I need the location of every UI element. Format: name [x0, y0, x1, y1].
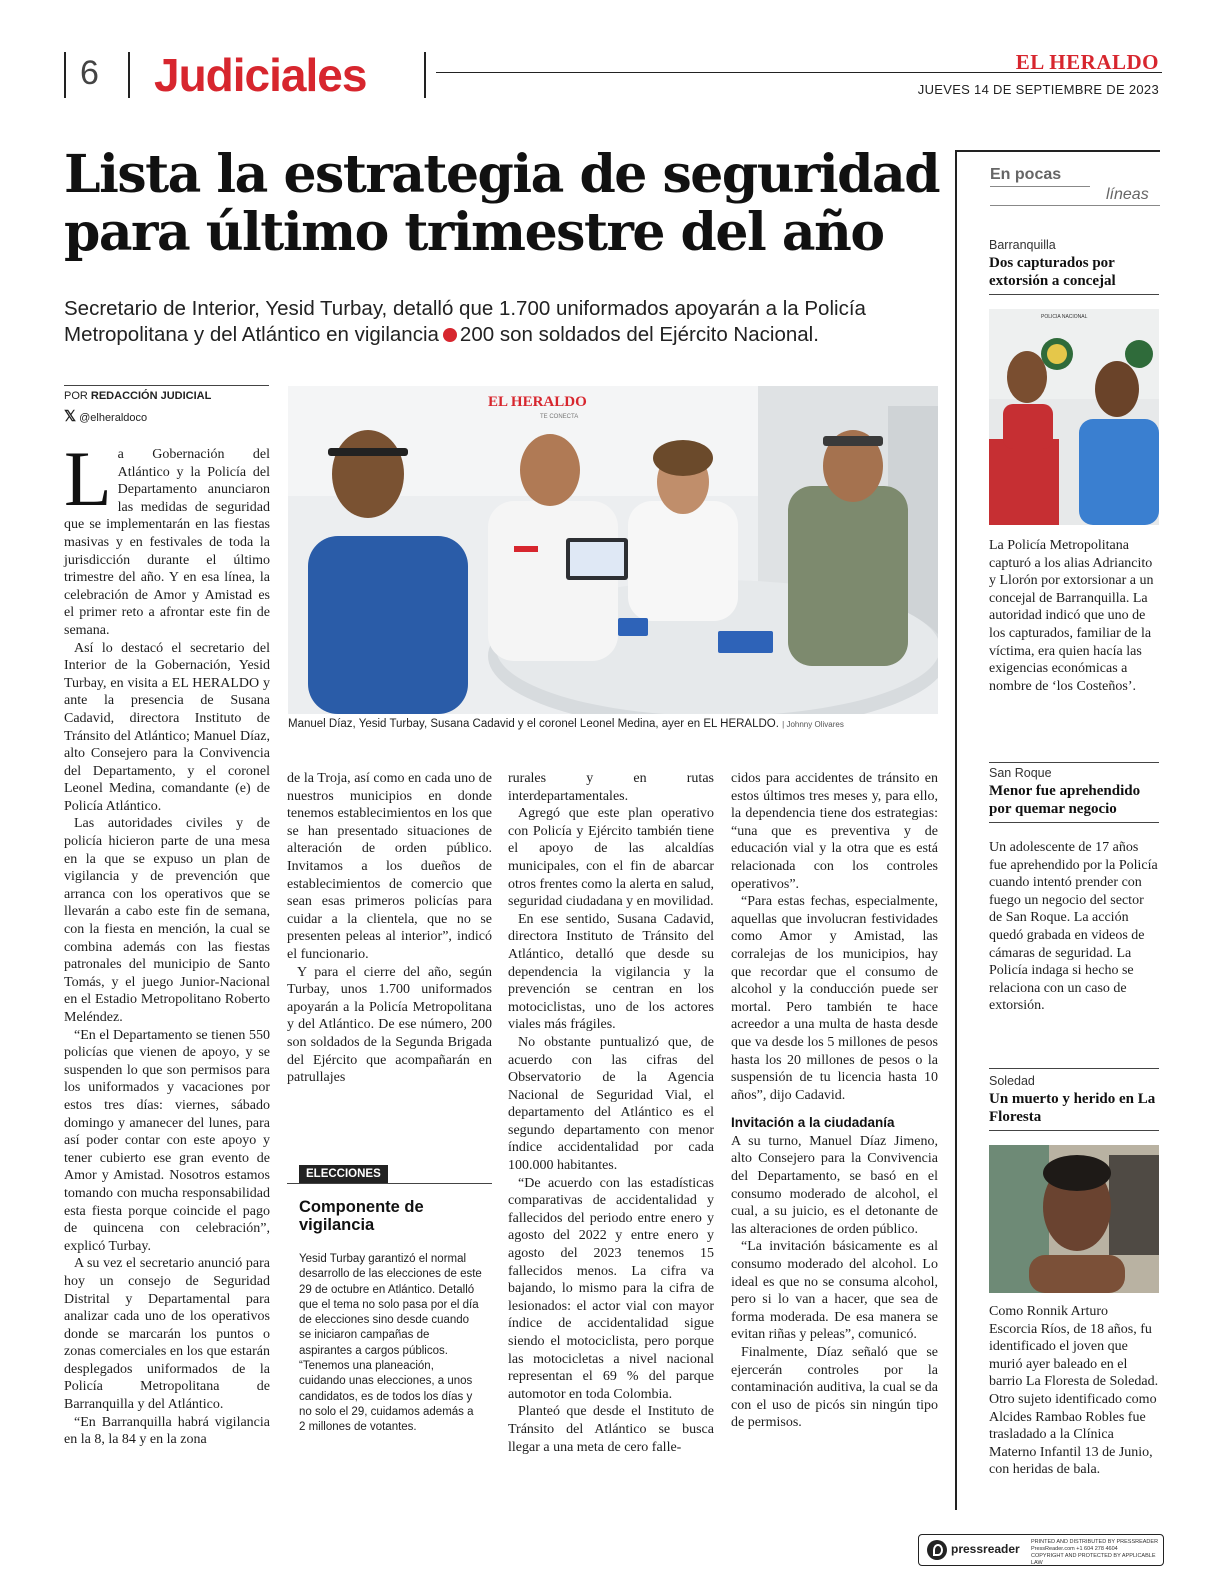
meeting-photo-illustration	[288, 386, 938, 714]
sidebar-title-rule	[990, 205, 1160, 206]
issue-date: JUEVES 14 DE SEPTIEMBRE DE 2023	[917, 82, 1159, 97]
brief-item	[989, 766, 1159, 1015]
brief-title: Dos capturados por extorsión a concejal	[989, 254, 1159, 295]
caption-text: Manuel Díaz, Yesid Turbay, Susana Cadavid y el coronel Leonel Medina, ayer en EL HERALDO.	[288, 718, 779, 730]
brief-location: Barranquilla	[989, 238, 1056, 252]
photo-sign-text: EL HERALDO	[488, 394, 587, 410]
social-handle[interactable]	[64, 407, 147, 425]
brief-title: Un muerto y herido en La Floresta	[989, 1090, 1159, 1131]
page-number: 6	[80, 54, 99, 92]
photo-credit: | Johnny Olivares	[782, 720, 844, 729]
byline-author: REDACCIÓN JUDICIAL	[90, 390, 212, 402]
article-paragraph: cidos para accidentes de tránsito en estos últimos tres meses y, para ello, la dependencia tiene dos estrategias: “una que es preventiva y de educación vial y la otra que es está relacionada con los controles operativos”.	[731, 771, 938, 892]
article-paragraph: “Para estas fechas, especialmente, aquellas que involucran festividades como Amor y Amistad, las corralejas de los municipios, hay que recordar que el consumo de alcohol y la conducción puede ser mortal. Pero también te hace acreedor a una multa de hasta desde que va desde los 5 millones de pesos hasta los 20 millones de pesos o la suspensión de tu licencia hasta 10 años”, dijo Cadavid.	[731, 894, 938, 1103]
captured-suspects-photo	[989, 309, 1159, 525]
article-headline: Lista la estrategia de seguridad para último trimestre del año	[64, 144, 940, 263]
brief-location: Soledad	[989, 1074, 1035, 1088]
pressreader-fineprint	[1031, 1539, 1161, 1567]
article-paragraph: Agregó que este plan operativo con Policía y Ejército también tiene el apoyo de las alcaldías municipales, con el fin de abarcar otros frentes como la alerta en salud, seguridad ciudadana y en movilidad.	[508, 806, 714, 910]
header-divider	[424, 52, 426, 98]
police-banner-text: POLICIA NACIONAL	[1041, 314, 1088, 320]
sidebar-top-rule	[955, 150, 1160, 152]
article-paragraph: Las autoridades civiles y de policía hicieron parte de una mesa en la que se expuso un plan de vigilancia y de prevención que arranca con los operativos que se llevarán a cabo este fin de semana, con la fiesta en mención, la cual se combina además con las fiestas patronales del municipio de Santo Tomás, y el juego Junior-Nacional en el Estadio Metropolitano Roberto Meléndez.	[64, 816, 270, 1025]
article-photo	[288, 386, 938, 714]
elecciones-title: Componente de vigilancia	[299, 1198, 424, 1234]
article-column-1	[64, 435, 270, 1449]
paragraph-text: a Gobernación del Atlántico y la Policía del Departamento anunciaron las medidas de seguridad que se implementarán en las fiestas masivas y en festivales de toda la jurisdicción durante el último trimestre del año. Y en esa línea, la celebración de Amor y Amistad es el primer reto a afrontar este fin de semana.	[64, 447, 270, 638]
x-logo-icon: 𝕏	[64, 408, 77, 425]
brief-item	[989, 238, 1159, 695]
article-paragraph: rurales y en rutas interdepartamentales.	[508, 771, 714, 804]
article-subhead: Invitación a la ciudadanía	[731, 1115, 895, 1131]
sidebar-title: En pocas	[990, 166, 1062, 183]
article-paragraph: No obstante puntualizó que, de acuerdo con las cifras del Observatorio de la Agencia Nacional de Seguridad Vial, el departamento del Atlántico es el segundo departamento con menor índice accidentalidad por cada 100.000 habitantes.	[508, 1034, 714, 1174]
brief-location: San Roque	[989, 766, 1052, 780]
article-paragraph: “En el Departamento se tienen 550 policías que vienen de apoyo, y se suspenden lo que son permisos para los uniformados y vacaciones por estos tres días: viernes, sábado domingo y amanecer del lunes, para así poder contar con este apoyo y tener cubierto ese gran evento de Amor y Amistad. Nosotros estamos tomando con mucha responsabilidad esta fiesta porque coincide el pago de quincena con celebración”, explicó Turbay.	[64, 1027, 270, 1254]
article-deck	[64, 296, 944, 348]
byline-prefix: POR	[64, 390, 88, 402]
red-bullet-icon	[443, 328, 457, 342]
fineprint-line: COPYRIGHT AND PROTECTED BY APPLICABLE LAW	[1031, 1553, 1156, 1566]
elecciones-tag: ELECCIONES	[299, 1165, 388, 1183]
article-column-4	[731, 770, 938, 1432]
article-paragraph: Y para el cierre del año, según Turbay, unos 1.700 uniformados apoyarán a la Policía Metropolitana y del Atlántico. De ese número, 200 son soldados de la Segunda Brigada del Ejército que acompañarán en patrullajes	[287, 964, 492, 1086]
article-paragraph: A su turno, Manuel Díaz Jimeno, alto Consejero para la Convivencia del Departamento, se basó en el consumo moderado de alcohol, el cual, a su juicio, es el detonante de las alteraciones de orden público.	[731, 1133, 938, 1237]
drop-cap: L	[64, 435, 112, 522]
fineprint-line: PRINTED AND DISTRIBUTED BY PRESSREADER	[1031, 1539, 1159, 1545]
article-paragraph: En ese sentido, Susana Cadavid, directora Instituto de Tránsito del Atlántico, detalló que desde su dependencia la vigilancia y la prevención se centran en los motociclistas, uno de los actores viales más frágiles.	[508, 911, 714, 1033]
pressreader-logo-icon	[927, 1540, 947, 1560]
brief-photo	[989, 309, 1159, 525]
elecciones-body: Yesid Turbay garantizó el normal desarrollo de las elecciones de este 29 de octubre en Atlántico. Detalló que el tema no solo pasa por el día de elecciones sino desde cuando se iniciaron campañas de aspirantes a cargos públicos. “Tenemos una planeación, cuidando unas elecciones, a unos candidatos, es de todos los días y no solo el 29, cuidamos además a 2 millones de votantes.	[299, 1253, 482, 1434]
fineprint-line: PressReader.com +1 604 278 4604	[1031, 1546, 1118, 1552]
header-divider	[64, 52, 66, 98]
brief-divider	[989, 762, 1159, 763]
section-title: Judiciales	[154, 49, 367, 101]
brief-photo	[989, 1145, 1159, 1293]
byline-rule	[64, 385, 269, 386]
brief-title: Menor fue aprehendido por quemar negocio	[989, 782, 1159, 823]
brief-body: La Policía Metropolitana capturó a los alias Adriancito y Llorón por extorsionar a un concejal de Barranquilla. La autoridad indicó que uno de los capturados, familiar de la víctima, era quien hacía las exigencias económicas a nombre de ‘los Costeños’.	[989, 538, 1154, 694]
masthead-logo: EL HERALDO	[1015, 50, 1159, 74]
photo-caption	[288, 718, 948, 730]
article-paragraph: A su vez el secretario anunció para hoy un consejo de Seguridad Distrital y Departamental para analizar cada uno de los operativos donde se marcarán los puntos o zonas comerciales en los que estarán desplegados uniformados de la Policía Metropolitana de Barranquilla y del Atlántico.	[64, 1256, 270, 1413]
elecciones-rule	[287, 1183, 492, 1184]
deck-text: 200 son soldados del Ejército Nacional.	[459, 323, 819, 346]
pressreader-brand: pressreader	[951, 1542, 1020, 1556]
sidebar-title-italic: líneas	[1106, 186, 1149, 203]
byline	[64, 390, 211, 402]
article-paragraph: Así lo destacó el secretario del Interior de la Gobernación, Yesid Turbay, en visita a EL HERALDO y ante la presencia de Susana Cadavid, directora Instituto de Tránsito del Atlántico; Manuel Díaz, alto Consejero para la Convivencia del Departamento, y el coronel Leonel Medina, comandante (e) de Policía Atlántico.	[64, 640, 270, 814]
article-paragraph: Finalmente, Díaz señaló que se ejercerán controles por la contaminación auditiva, la cual se da con el uso de picós sin ningún tipo de permisos.	[731, 1345, 938, 1431]
handle-text: @elheraldoco	[79, 412, 148, 424]
article-column-3	[508, 770, 714, 1456]
sidebar-border	[955, 150, 957, 1510]
brief-body: Un adolescente de 17 años fue aprehendido por la Policía cuando intentó prender con fuego un negocio del sector de San Roque. La acción quedó grabada en videos de cámaras de seguridad. La Policía indaga si hecho se relaciona con un caso de extorsión.	[989, 840, 1158, 1014]
article-paragraph: “La invitación básicamente es al consumo moderado del alcohol. Lo ideal es que no se consuma alcohol, pero si lo van a hacer, que sea de forma moderada. De esa manera se evitan riñas y peleas”, comunicó.	[731, 1239, 938, 1343]
article-column-2	[287, 770, 492, 1087]
brochure	[718, 631, 773, 653]
article-paragraph: de la Troja, así como en cada uno de nuestros municipios en donde tenemos establecimientos en los que se han presentado situaciones de alteración de orden público. Invitamos a los dueños de establecimientos de comercio que sean esas primeros policías para cuidar a la clientela, que no se presenten peleas al interior”, indicó el funcionario.	[287, 771, 492, 962]
article-paragraph	[64, 435, 270, 640]
article-paragraph: “En Barranquilla habrá vigilancia en la 8, la 84 y en la zona	[64, 1414, 270, 1448]
article-paragraph: Planteó que desde el Instituto de Tránsito del Atlántico se busca llegar a una meta de cero falle-	[508, 1404, 714, 1455]
deck-text: Secretario de Interior, Yesid Turbay, detalló que 1.700 uniformados apoyarán a la Policía Metropolitana y del Atlántico en vigilancia	[64, 297, 866, 346]
article-paragraph: “De acuerdo con las estadísticas comparativas de accidentalidad y fallecidos del periodo entre enero y agosto del 2022 y entre enero y agosto del 2023 tenemos 15 fallecidos menos. La cifra va bajando, lo mismo para la cifra de lesionados: el actor vial con mayor índice de accidentalidad sigue siendo el motociclista, pero porque las motocicletas a nivel nacional representan el 69 % del parque automotor en toda Colombia.	[508, 1175, 714, 1402]
photo-sign-subtext: TE CONECTA	[540, 414, 579, 420]
brief-body: Como Ronnik Arturo Escorcia Ríos, de 18 años, fu identificado el joven que murió ayer baleado en el barrio La Floresta de Soledad. Otro sujeto identificado como Alcides Rambao Robles fue trasladado a la Clínica Materno Infantil 13 de Junio, con heridas de bala.	[989, 1304, 1159, 1478]
brief-item	[989, 1074, 1159, 1479]
header-divider	[128, 52, 130, 98]
victim-portrait-photo	[989, 1145, 1159, 1293]
pressreader-badge	[918, 1534, 1164, 1566]
sidebar-title-rule	[990, 186, 1090, 187]
elecciones-box	[287, 1164, 492, 1436]
brief-divider	[989, 1068, 1159, 1069]
